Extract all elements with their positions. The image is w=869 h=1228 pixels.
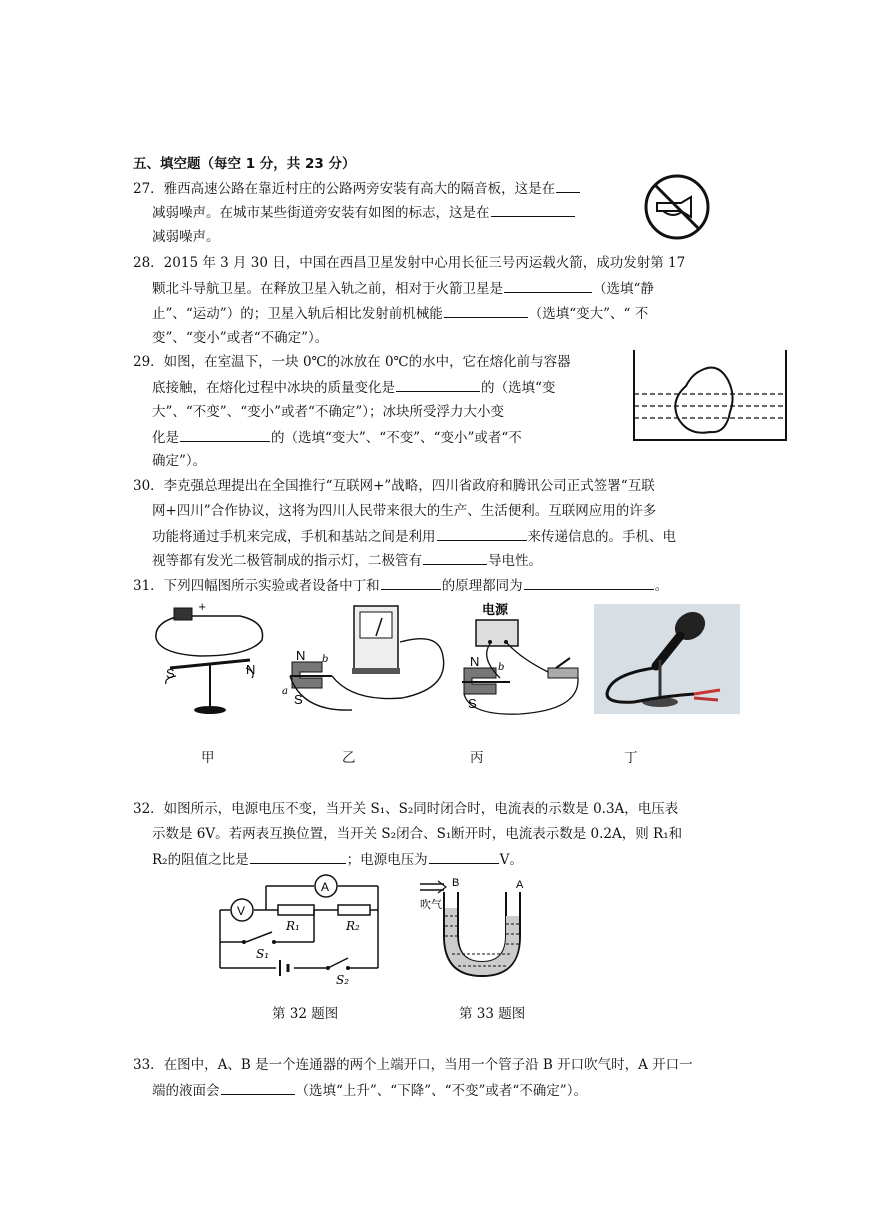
needle-n-label: N xyxy=(246,662,256,677)
caption-yi: 乙 xyxy=(342,750,356,766)
r2-label: R₂ xyxy=(346,919,360,933)
q32-line2: 示数是 6V。若两表互换位置，当开关 S₂闭合、S₁断开时，电流表示数是 0.2A，则 R₁和 xyxy=(152,826,683,842)
blow-label: 吹气 xyxy=(420,898,442,911)
q29-line1: 29．如图，在室温下，一块 0℃的冰放在 0℃的水中，它在熔化前与容器 xyxy=(133,354,571,370)
q32-text3c: V。 xyxy=(499,852,523,868)
u-tube-b-label: B xyxy=(452,877,460,889)
figure-jia-oersted xyxy=(150,598,268,718)
q33-line2 xyxy=(152,1079,587,1102)
q27-line1 xyxy=(133,177,581,200)
q29-blank2[interactable] xyxy=(180,426,270,442)
switch-icon xyxy=(548,668,578,678)
caption-ding: 丁 xyxy=(624,750,638,766)
q31-line1 xyxy=(133,574,668,597)
q30-line2: 网+四川”合作协议，这将为四川人民带来很大的生产、生活便利。互联网应用的许多 xyxy=(152,503,657,519)
u-tube-a-label: A xyxy=(516,879,524,891)
q28-text2b: （选填“静 xyxy=(593,281,654,297)
q31-blank1[interactable] xyxy=(381,574,441,590)
q30-blank1[interactable] xyxy=(437,525,527,541)
q28-line1: 28．2015 年 3 月 30 日，中国在西昌卫星发射中心用长征三号丙运载火箭，成功发射第 17 xyxy=(133,255,686,271)
yi-n-label: N xyxy=(296,648,306,663)
ammeter-label: A xyxy=(321,880,330,894)
q32-blank1[interactable] xyxy=(250,848,346,864)
battery-icon xyxy=(174,608,192,620)
figure-q33-u-tube xyxy=(418,876,536,986)
r1-label: R₁ xyxy=(286,919,300,933)
yi-b-label: b xyxy=(322,654,329,665)
ice-water-container-figure xyxy=(630,350,790,442)
q28-line4: 变”、“变小”或者“不确定”）。 xyxy=(152,330,329,346)
q32-line1: 32．如图所示，电源电压不变，当开关 S₁、S₂同时闭合时，电流表的示数是 0.3A，电压表 xyxy=(133,801,679,817)
q27-blank1[interactable] xyxy=(556,177,580,193)
yi-a-label: a xyxy=(282,686,288,697)
q33-text2b: （选填“上升”、“下降”、“不变”或者“不确定”）。 xyxy=(295,1083,587,1099)
q32-line3 xyxy=(152,848,523,871)
figure-ding-microphone xyxy=(594,604,740,714)
q29-text4: 化是 xyxy=(152,430,179,446)
bing-b-label: b xyxy=(498,662,505,673)
q33-text2: 端的液面会 xyxy=(152,1083,220,1099)
q30-line3 xyxy=(152,525,676,548)
q28-line3 xyxy=(152,302,648,325)
q29-line4 xyxy=(152,426,522,449)
svg-text:+: + xyxy=(198,602,207,613)
q27-line2 xyxy=(152,201,576,224)
q33-line1: 33．在图中，A、B 是一个连通器的两个上端开口，当用一个管子沿 B 开口吹气时，A 开口一 xyxy=(133,1057,693,1073)
blow-arrow-icon xyxy=(438,881,446,893)
s1-label: S₁ xyxy=(256,947,270,961)
q29-blank1[interactable] xyxy=(396,376,480,392)
q30-text3: 功能将通过手机来完成，手机和基站之间是利用 xyxy=(152,529,436,545)
q32-text3b: ；电源电压为 xyxy=(346,852,428,868)
q29-line3: 大”、“不变”、“变小”或者“不确定”）；冰块所受浮力大小变 xyxy=(152,404,505,420)
q31-text1: 31．下列四幅图所示实验或者设备中丁和 xyxy=(133,578,380,594)
q29-text2b: 的（选填“变 xyxy=(481,380,556,396)
q30-text3b: 来传递信息的。手机、电 xyxy=(527,529,676,545)
q27-text2: 减弱噪声。在城市某些街道旁安装有如图的标志，这是在 xyxy=(152,205,490,221)
q28-text3b: （选填“变大”、“ 不 xyxy=(528,306,649,322)
q31-text1c: 。 xyxy=(654,578,669,594)
q30-line4 xyxy=(152,549,542,572)
q29-line5: 确定”）。 xyxy=(152,453,207,469)
section-title: 五、填空题（每空 1 分，共 23 分） xyxy=(133,156,356,172)
q30-text4: 视等都有发光二极管制成的指示灯，二极管有 xyxy=(152,553,422,569)
q29-line2 xyxy=(152,376,555,399)
q28-line2 xyxy=(152,277,654,300)
figure-yi-induction xyxy=(272,602,456,720)
q30-text4b: 导电性。 xyxy=(488,553,542,569)
q27-text1: 27．雅西高速公路在靠近村庄的公路两旁安装有高大的隔音板，这是在 xyxy=(133,181,556,197)
q32-text3: R₂的阻值之比是 xyxy=(152,852,249,868)
q27-blank2[interactable] xyxy=(491,201,575,217)
q27-line3: 减弱噪声。 xyxy=(152,229,220,245)
q30-blank2[interactable] xyxy=(423,549,487,565)
figure-bing-motor xyxy=(460,598,588,720)
q28-blank1[interactable] xyxy=(504,277,592,293)
q28-text2: 颗北斗导航卫星。在释放卫星入轨之前，相对于火箭卫星是 xyxy=(152,281,503,297)
q32-figure-caption: 第 32 题图 xyxy=(272,1006,339,1022)
q28-text3: 止”、“运动”）的；卫星入轨后相比发射前机械能 xyxy=(152,306,443,322)
voltmeter-label: V xyxy=(237,904,246,918)
caption-bing: 丙 xyxy=(470,750,484,766)
q31-blank2[interactable] xyxy=(524,574,654,590)
power-supply-icon xyxy=(476,620,518,646)
no-horn-sign-icon xyxy=(643,173,711,241)
needle-s-label: S xyxy=(166,666,175,681)
bing-s-label: S xyxy=(468,696,477,711)
q29-text4b: 的（选填“变大”、“不变”、“变小”或者“不 xyxy=(271,430,522,446)
q28-blank2[interactable] xyxy=(444,302,528,318)
q32-blank2[interactable] xyxy=(429,848,499,864)
caption-jia: 甲 xyxy=(201,750,215,766)
yi-s-label: S xyxy=(294,692,303,707)
s2-label: S₂ xyxy=(336,973,350,987)
q33-blank1[interactable] xyxy=(221,1079,295,1095)
power-supply-label: 电源 xyxy=(482,603,509,618)
bing-n-label: N xyxy=(470,654,480,669)
q33-figure-caption: 第 33 题图 xyxy=(459,1006,526,1022)
figure-q32-circuit xyxy=(216,872,384,987)
q31-text1b: 的原理都同为 xyxy=(441,578,523,594)
q29-text2: 底接触，在熔化过程中冰块的质量变化是 xyxy=(152,380,395,396)
q30-line1: 30．李克强总理提出在全国推行“互联网+”战略，四川省政府和腾讯公司正式签署“互联 xyxy=(133,478,655,494)
